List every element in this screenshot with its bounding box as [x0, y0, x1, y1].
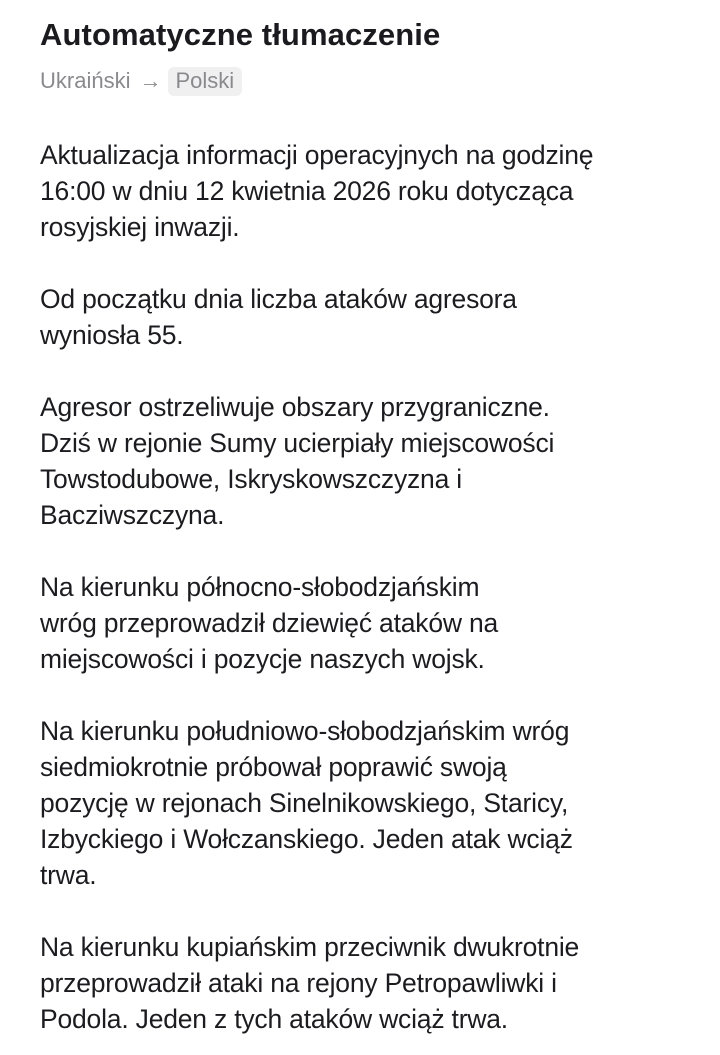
- panel-title: Automatyczne tłumaczenie: [40, 17, 441, 52]
- text-line: wróg przeprowadził dziewięć ataków na: [40, 608, 499, 638]
- language-pair: [40, 65, 680, 97]
- arrow-right-icon: →: [139, 68, 162, 93]
- text-line: przeprowadził ataki na rejony Petropawliwki i: [40, 968, 557, 998]
- text-line: Bacziwszczyna.: [40, 500, 225, 530]
- text-line: Podola. Jeden z tych ataków wciąż trwa.: [40, 1004, 508, 1034]
- paragraph: [40, 569, 680, 677]
- paragraph: [40, 281, 680, 353]
- text-line: pozycję w rejonach Sinelnikowskiego, Staricy,: [40, 788, 569, 818]
- paragraph: [40, 713, 680, 893]
- text-line: wyniosła 55.: [40, 320, 184, 350]
- paragraph: [40, 137, 680, 245]
- source-language: Ukraiński: [40, 68, 131, 93]
- text-line: Na kierunku kupiańskim przeciwnik dwukrotnie: [40, 932, 580, 962]
- text-line: Izbyckiego i Wołczanskiego. Jeden atak wciąż: [40, 824, 573, 854]
- text-line: Aktualizacja informacji operacyjnych na godzinę: [40, 140, 594, 170]
- text-line: trwa.: [40, 860, 97, 890]
- text-line: rosyjskiej inwazji.: [40, 212, 240, 242]
- text-line: Na kierunku północno-słobodzjańskim: [40, 572, 480, 602]
- translated-text: [40, 137, 680, 1037]
- text-line: 16:00 w dniu 12 kwietnia 2026 roku dotycząca: [40, 176, 574, 206]
- text-line: miejscowości i pozycje naszych wojsk.: [40, 644, 485, 674]
- paragraph: [40, 929, 680, 1037]
- text-line: Od początku dnia liczba ataków agresora: [40, 284, 517, 314]
- text-line: Towstodubowe, Iskryskowszczyzna i: [40, 464, 462, 494]
- paragraph: [40, 389, 680, 533]
- text-line: siedmiokrotnie próbował poprawić swoją: [40, 752, 507, 782]
- target-language-chip[interactable]: Polski: [168, 67, 242, 96]
- text-line: Dziś w rejonie Sumy ucierpiały miejscowości: [40, 428, 555, 458]
- text-line: Na kierunku południowo-słobodzjańskim wróg: [40, 716, 570, 746]
- text-line: Agresor ostrzeliwuje obszary przygraniczne.: [40, 392, 550, 422]
